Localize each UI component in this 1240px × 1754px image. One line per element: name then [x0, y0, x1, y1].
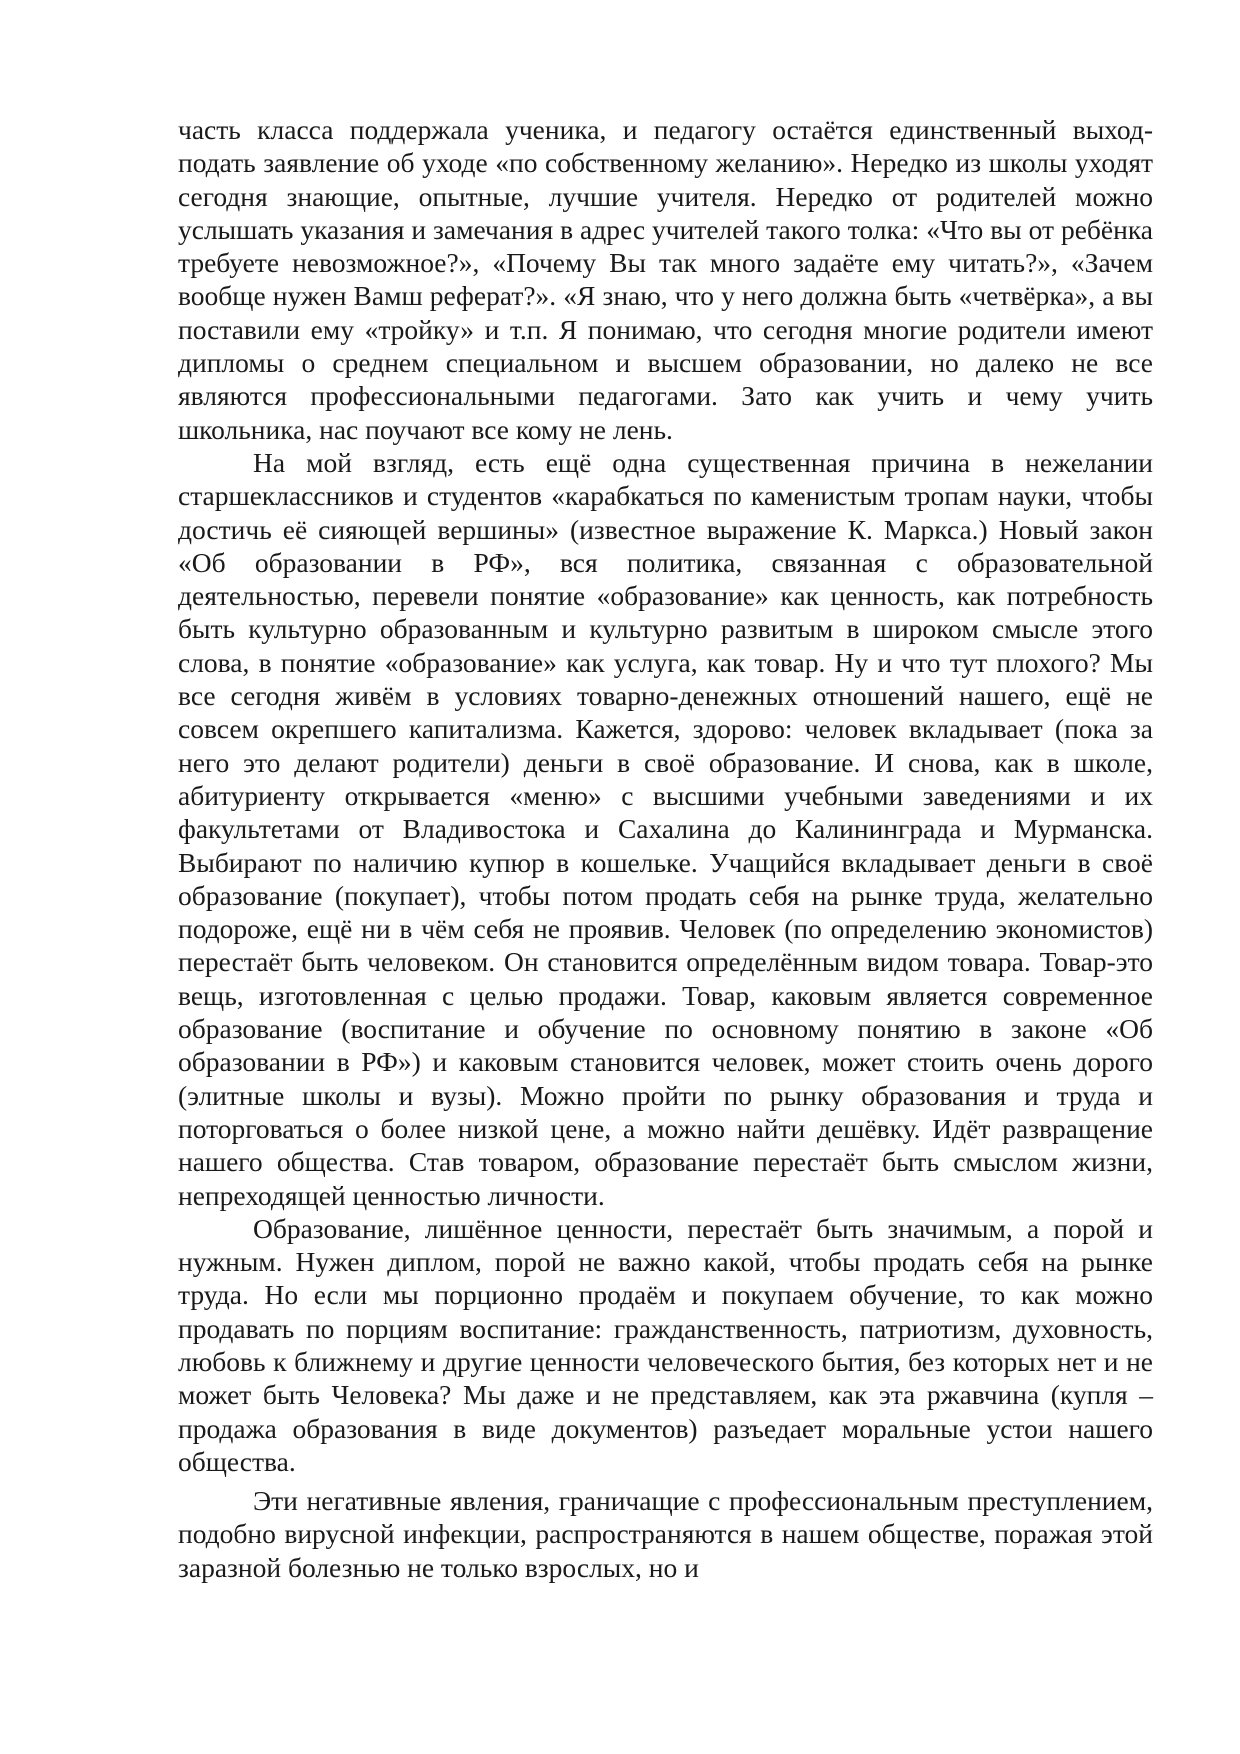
paragraph-4: Эти негативные явления, граничащие с профессиональным преступлением, подобно вирусной инфекции, распространяются в нашем обществе, поражая этой заразной болезнью не только взрослых, но и — [178, 1485, 1153, 1583]
body-text — [178, 113, 1153, 1584]
paragraph-3: Образование, лишённое ценности, перестаёт быть значимым, а порой и нужным. Нужен диплом, порой не важно какой, чтобы продать себя на рынке труда. Но если мы порционно продаём и покупаем обучение, то как можно продавать по порциям воспитание: гражданственность, патриотизм, духовность, любовь к ближнему и другие ценности человеческого бытия, без которых нет и не может быть Человека? Мы даже и не представляем, как эта ржавчина (купля – продажа образования в виде документов) разъедает моральные устои нашего общества. — [178, 1212, 1153, 1477]
paragraph-1: часть класса поддержала ученика, и педагогу остаётся единственный выход-подать заявление об уходе «по собственному желанию». Нередко из школы уходят сегодня знающие, опытные, лучшие учителя. Нередко от родителей можно услышать указания и замечания в адрес учителей такого толка: «Что вы от ребёнка требуете невозможное?», «Почему Вы так много задаёте ему читать?», «Зачем вообще нужен Вамш реферат?». «Я знаю, что у него должна быть «четвёрка», а вы поставили ему «тройку» и т.п. Я понимаю, что сегодня многие родители имеют дипломы о среднем специальном и высшем образовании, но далеко не все являются профессиональными педагогами. Зато как учить и чему учить школьника, нас поучают все кому не лень. — [178, 114, 1153, 445]
paragraph-2: На мой взгляд, есть ещё одна существенная причина в нежелании старшеклассников и студентов «карабкаться по каменистым тропам науки, чтобы достичь её сияющей вершины» (известное выражение К. Маркса.) Новый закон «Об образовании в РФ», вся политика, связанная с образовательной деятельностью, перевели понятие «образование» как ценность, как потребность быть культурно образованным и культурно развитым в широком смысле этого слова, в понятие «образование» как услуга, как товар. Ну и что тут плохого? Мы все сегодня живём в условиях товарно-денежных отношений нашего, ещё не совсем окрепшего капитализма. Кажется, здорово: человек вкладывает (пока за него это делают родители) деньги в своё образование. И снова, как в школе, абитуриенту открывается «меню» с высшими учебными заведениями и их факультетами от Владивостока и Сахалина до Калининграда и Мурманска. Выбирают по наличию купюр в кошельке. Учащийся вкладывает деньги в своё образование (покупает), чтобы потом продать себя на рынке труда, желательно подороже, ещё ни в чём себя не проявив. Человек (по определению экономистов) перестаёт быть человеком. Он становится определённым видом товара. Товар-это вещь, изготовленная с целью продажи. Товар, каковым является современное образование (воспитание и обучение по основному понятию в законе «Об образовании в РФ») и каковым становится человек, может стоить очень дорого (элитные школы и вузы). Можно пройти по рынку образования и труда и поторговаться о более низкой цене, а можно найти дешёвку. Идёт развращение нашего общества. Став товаром, образование перестаёт быть смыслом жизни, непреходящей ценностью личности. — [178, 446, 1153, 1211]
